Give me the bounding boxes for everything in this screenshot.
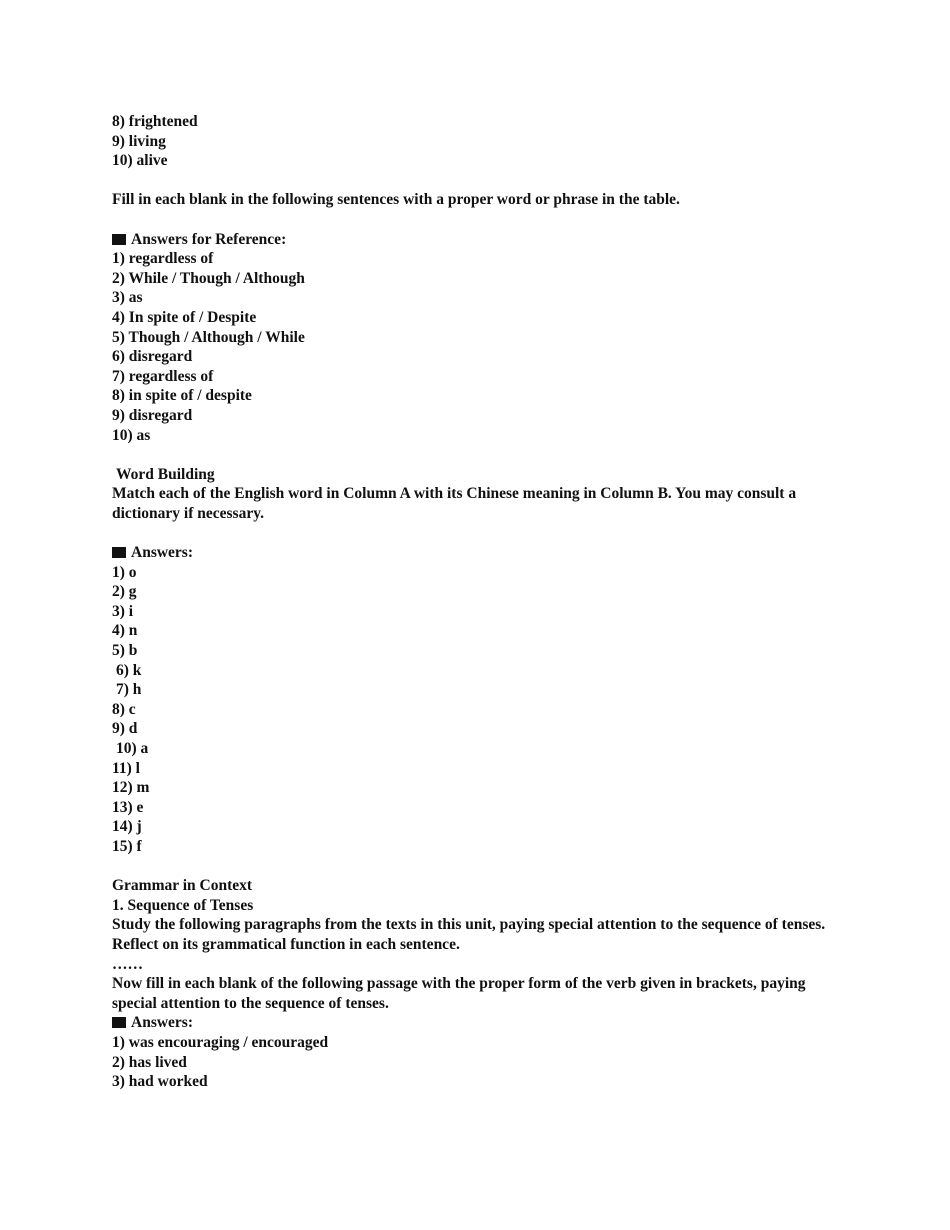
- section-title: Word Building: [116, 465, 215, 483]
- answer-item: 2) g: [112, 583, 137, 601]
- answer-item: 3) i: [112, 602, 134, 620]
- ellipsis: ……: [112, 955, 143, 973]
- answer-item: 1) was encouraging / encouraged: [112, 1033, 329, 1051]
- spacer: [112, 445, 832, 465]
- answer-item: 5) b: [112, 642, 138, 660]
- word-building-instruction: Match each of the English word in Column A with its Chinese meaning in Column B. You may consult a dictionary if necessary.: [112, 485, 800, 522]
- answer-item: 2) While / Though / Although: [112, 269, 305, 287]
- answer-item: 1) o: [112, 563, 137, 581]
- spacer: [112, 523, 832, 543]
- grammar-instruction: Study the following paragraphs from the texts in this unit, paying special attention to the sequence of tenses. Reflect on its grammatical function in each sentence.: [112, 916, 830, 953]
- answer-item: 9) disregard: [112, 406, 193, 424]
- answer-item: 3) as: [112, 289, 143, 307]
- answer-item: 4) In spite of / Despite: [112, 308, 257, 326]
- list-item: 8) frightened: [112, 113, 198, 130]
- spacer: [112, 210, 832, 230]
- answers-heading: Answers:: [112, 543, 832, 563]
- answers-heading: Answers for Reference:: [112, 230, 832, 250]
- answer-item: 1) regardless of: [112, 250, 214, 268]
- answer-item: 10) as: [112, 426, 151, 444]
- answer-item: 4) n: [112, 622, 138, 640]
- answer-item: 10) a: [116, 740, 149, 757]
- answers-heading: Answers:: [112, 1013, 832, 1033]
- answer-item: 13) e: [112, 798, 144, 816]
- fill-instruction: Fill in each blank in the following sentences with a proper word or phrase in the table.: [112, 191, 680, 209]
- answer-item: 6) k: [116, 661, 142, 679]
- answer-item: 11) l: [112, 759, 140, 777]
- answer-item: 5) Though / Although / While: [112, 328, 305, 346]
- answer-item: 3) had worked: [112, 1073, 208, 1091]
- list-item: 10) alive: [112, 152, 168, 170]
- square-bullet-icon: [112, 547, 126, 558]
- square-bullet-icon: [112, 1017, 126, 1028]
- section-subtitle: 1. Sequence of Tenses: [112, 896, 254, 914]
- section-title: Grammar in Context: [112, 877, 253, 895]
- answer-item: 2) has lived: [112, 1053, 187, 1071]
- answer-item: 6) disregard: [112, 348, 193, 366]
- document-page: [112, 112, 832, 1092]
- answer-item: 7) h: [116, 681, 142, 699]
- spacer: [112, 171, 832, 191]
- square-bullet-icon: [112, 234, 126, 245]
- grammar-instruction-2: Now fill in each blank of the following passage with the proper form of the verb given in brackets, paying special attention to the sequence of tenses.: [112, 975, 810, 1012]
- list-item: 9) living: [112, 132, 166, 150]
- answer-item: 8) c: [112, 700, 136, 718]
- answer-item: 12) m: [112, 779, 150, 797]
- answer-item: 7) regardless of: [112, 367, 214, 385]
- answer-item: 15) f: [112, 837, 142, 855]
- answer-item: 14) j: [112, 818, 142, 836]
- answer-item: 8) in spite of / despite: [112, 387, 252, 405]
- spacer: [112, 857, 832, 877]
- answer-item: 9) d: [112, 720, 138, 738]
